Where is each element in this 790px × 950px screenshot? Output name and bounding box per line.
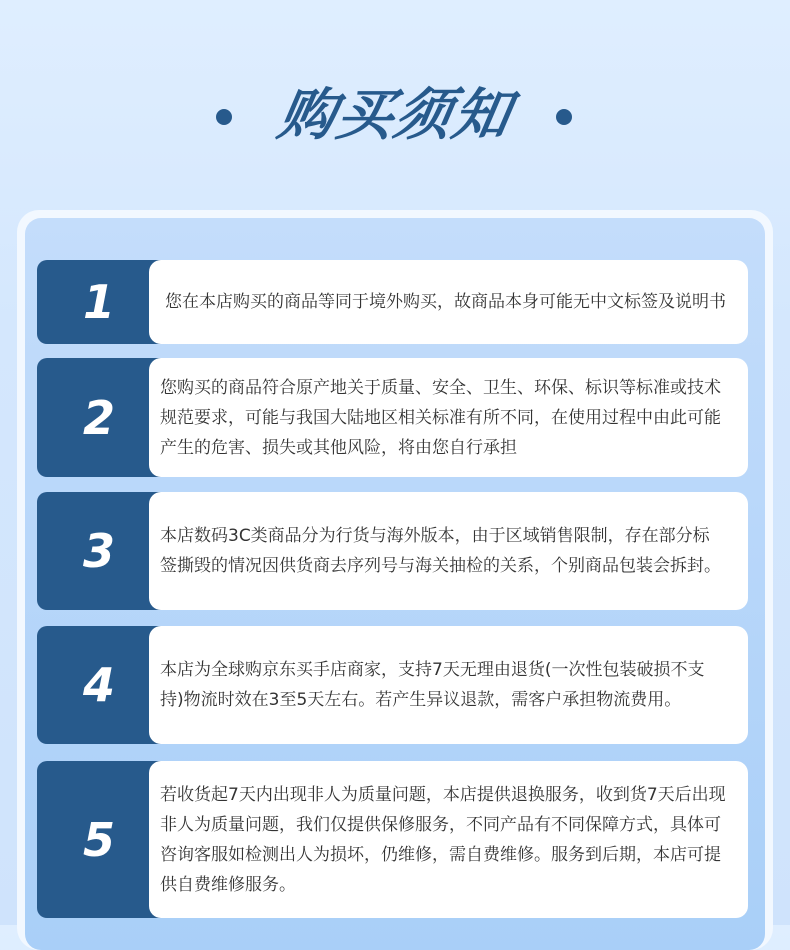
notice-number: 1: [82, 275, 115, 329]
notice-card-3: [37, 492, 748, 610]
left-dot-icon: [216, 109, 232, 125]
notice-text: 您在本店购买的商品等同于境外购买，故商品本身可能无中文标签及说明书: [165, 292, 726, 312]
notice-number: 5: [82, 812, 115, 867]
notice-number-badge: [37, 260, 161, 344]
notice-text-box: [149, 492, 748, 610]
notice-number-badge: [37, 626, 161, 744]
header: [0, 70, 790, 160]
notice-text-box: [149, 626, 748, 744]
notice-card-2: [37, 358, 748, 477]
notice-card-1: [37, 260, 748, 344]
notice-text: 若收货起7天内出现非人为质量问题，本店提供退换服务，收到货7天后出现非人为质量问题，我们仅提供保修服务，不同产品有不同保障方式，具体可咨询客服如检测出人为损坏，仍维修，需自费维修。服务到后期，本店可提供自费维修服务。: [160, 784, 726, 895]
notice-number: 4: [82, 658, 115, 712]
notice-text: 本店数码3C类商品分为行货与海外版本，由于区域销售限制，存在部分标签撕毁的情况因供货商去序列号与海关抽检的关系，个别商品包装会拆封。: [160, 526, 721, 576]
notice-number-badge: [37, 761, 161, 918]
notice-number-badge: [37, 358, 161, 477]
notice-number-badge: [37, 492, 161, 610]
notice-text-box: [149, 358, 748, 477]
notice-card-5: [37, 761, 748, 918]
notice-text: 您购买的商品符合原产地关于质量、安全、卫生、环保、标识等标准或技术规范要求，可能与我国大陆地区相关标准有所不同，在使用过程中由此可能产生的危害、损失或其他风险，将由您自行承担: [160, 377, 721, 458]
right-dot-icon: [556, 109, 572, 125]
notice-number: 2: [82, 390, 115, 445]
page-title: 购买须知: [273, 83, 517, 148]
notice-number: 3: [82, 524, 115, 578]
notice-text-box: [149, 260, 748, 344]
notice-card-4: [37, 626, 748, 744]
notice-text: 本店为全球购京东买手店商家，支持7天无理由退货(一次性包装破损不支持)物流时效在3至5天左右。若产生异议退款，需客户承担物流费用。: [160, 660, 705, 710]
notice-text-box: [149, 761, 748, 918]
